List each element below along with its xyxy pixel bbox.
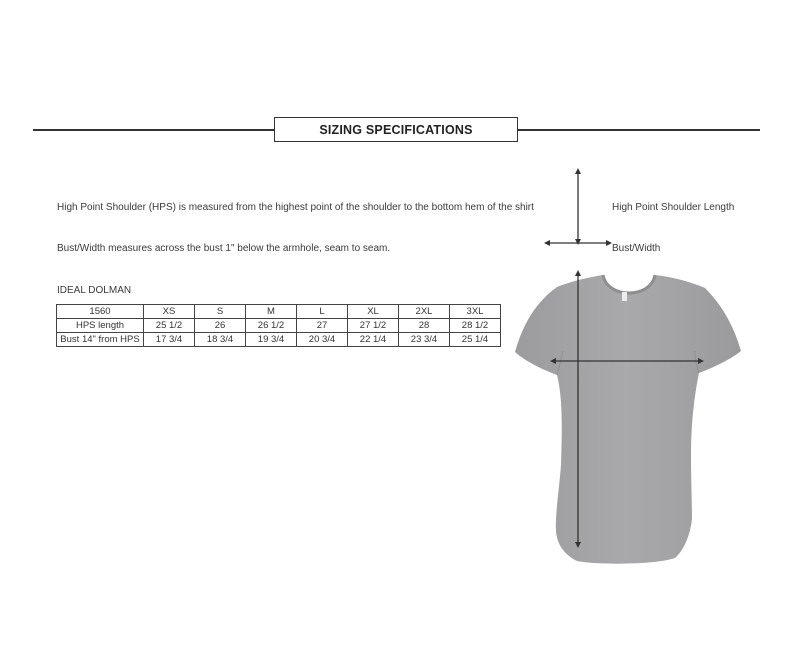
table-header-row (57, 305, 501, 319)
model-name: IDEAL DOLMAN (57, 285, 132, 296)
table-cell: Bust 14" from HPS (57, 333, 144, 347)
title-rule-left (33, 129, 274, 131)
table-cell: 3XL (450, 305, 501, 319)
table-row (57, 319, 501, 333)
table-cell: HPS length (57, 319, 144, 333)
page-title: SIZING SPECIFICATIONS (274, 117, 518, 142)
table-cell: 1560 (57, 305, 144, 319)
table-cell: 2XL (399, 305, 450, 319)
table-cell: 28 1/2 (450, 319, 501, 333)
table-cell: S (195, 305, 246, 319)
table-cell: 20 3/4 (297, 333, 348, 347)
table-cell: M (246, 305, 297, 319)
table-cell: 26 (195, 319, 246, 333)
table-cell: XL (348, 305, 399, 319)
title-rule-right (518, 129, 760, 131)
table-cell: 18 3/4 (195, 333, 246, 347)
table-cell: 22 1/4 (348, 333, 399, 347)
table-cell: 27 1/2 (348, 319, 399, 333)
hps-description: High Point Shoulder (HPS) is measured from the highest point of the shoulder to the bottom hem of the shirt (57, 202, 534, 213)
legend-hps-label: High Point Shoulder Length (612, 202, 735, 213)
table-cell: 25 1/4 (450, 333, 501, 347)
tshirt-image-icon (505, 265, 755, 575)
table-cell: 26 1/2 (246, 319, 297, 333)
bust-description: Bust/Width measures across the bust 1" below the armhole, seam to seam. (57, 243, 391, 254)
table-cell: 19 3/4 (246, 333, 297, 347)
measurement-legend-icon (540, 168, 620, 252)
table-cell: L (297, 305, 348, 319)
table-cell: 28 (399, 319, 450, 333)
table-cell: 27 (297, 319, 348, 333)
sizing-table (56, 304, 501, 347)
legend-bust-label: Bust/Width (612, 243, 661, 254)
table-row (57, 333, 501, 347)
table-cell: 17 3/4 (144, 333, 195, 347)
table-cell: XS (144, 305, 195, 319)
table-cell: 23 3/4 (399, 333, 450, 347)
table-cell: 25 1/2 (144, 319, 195, 333)
